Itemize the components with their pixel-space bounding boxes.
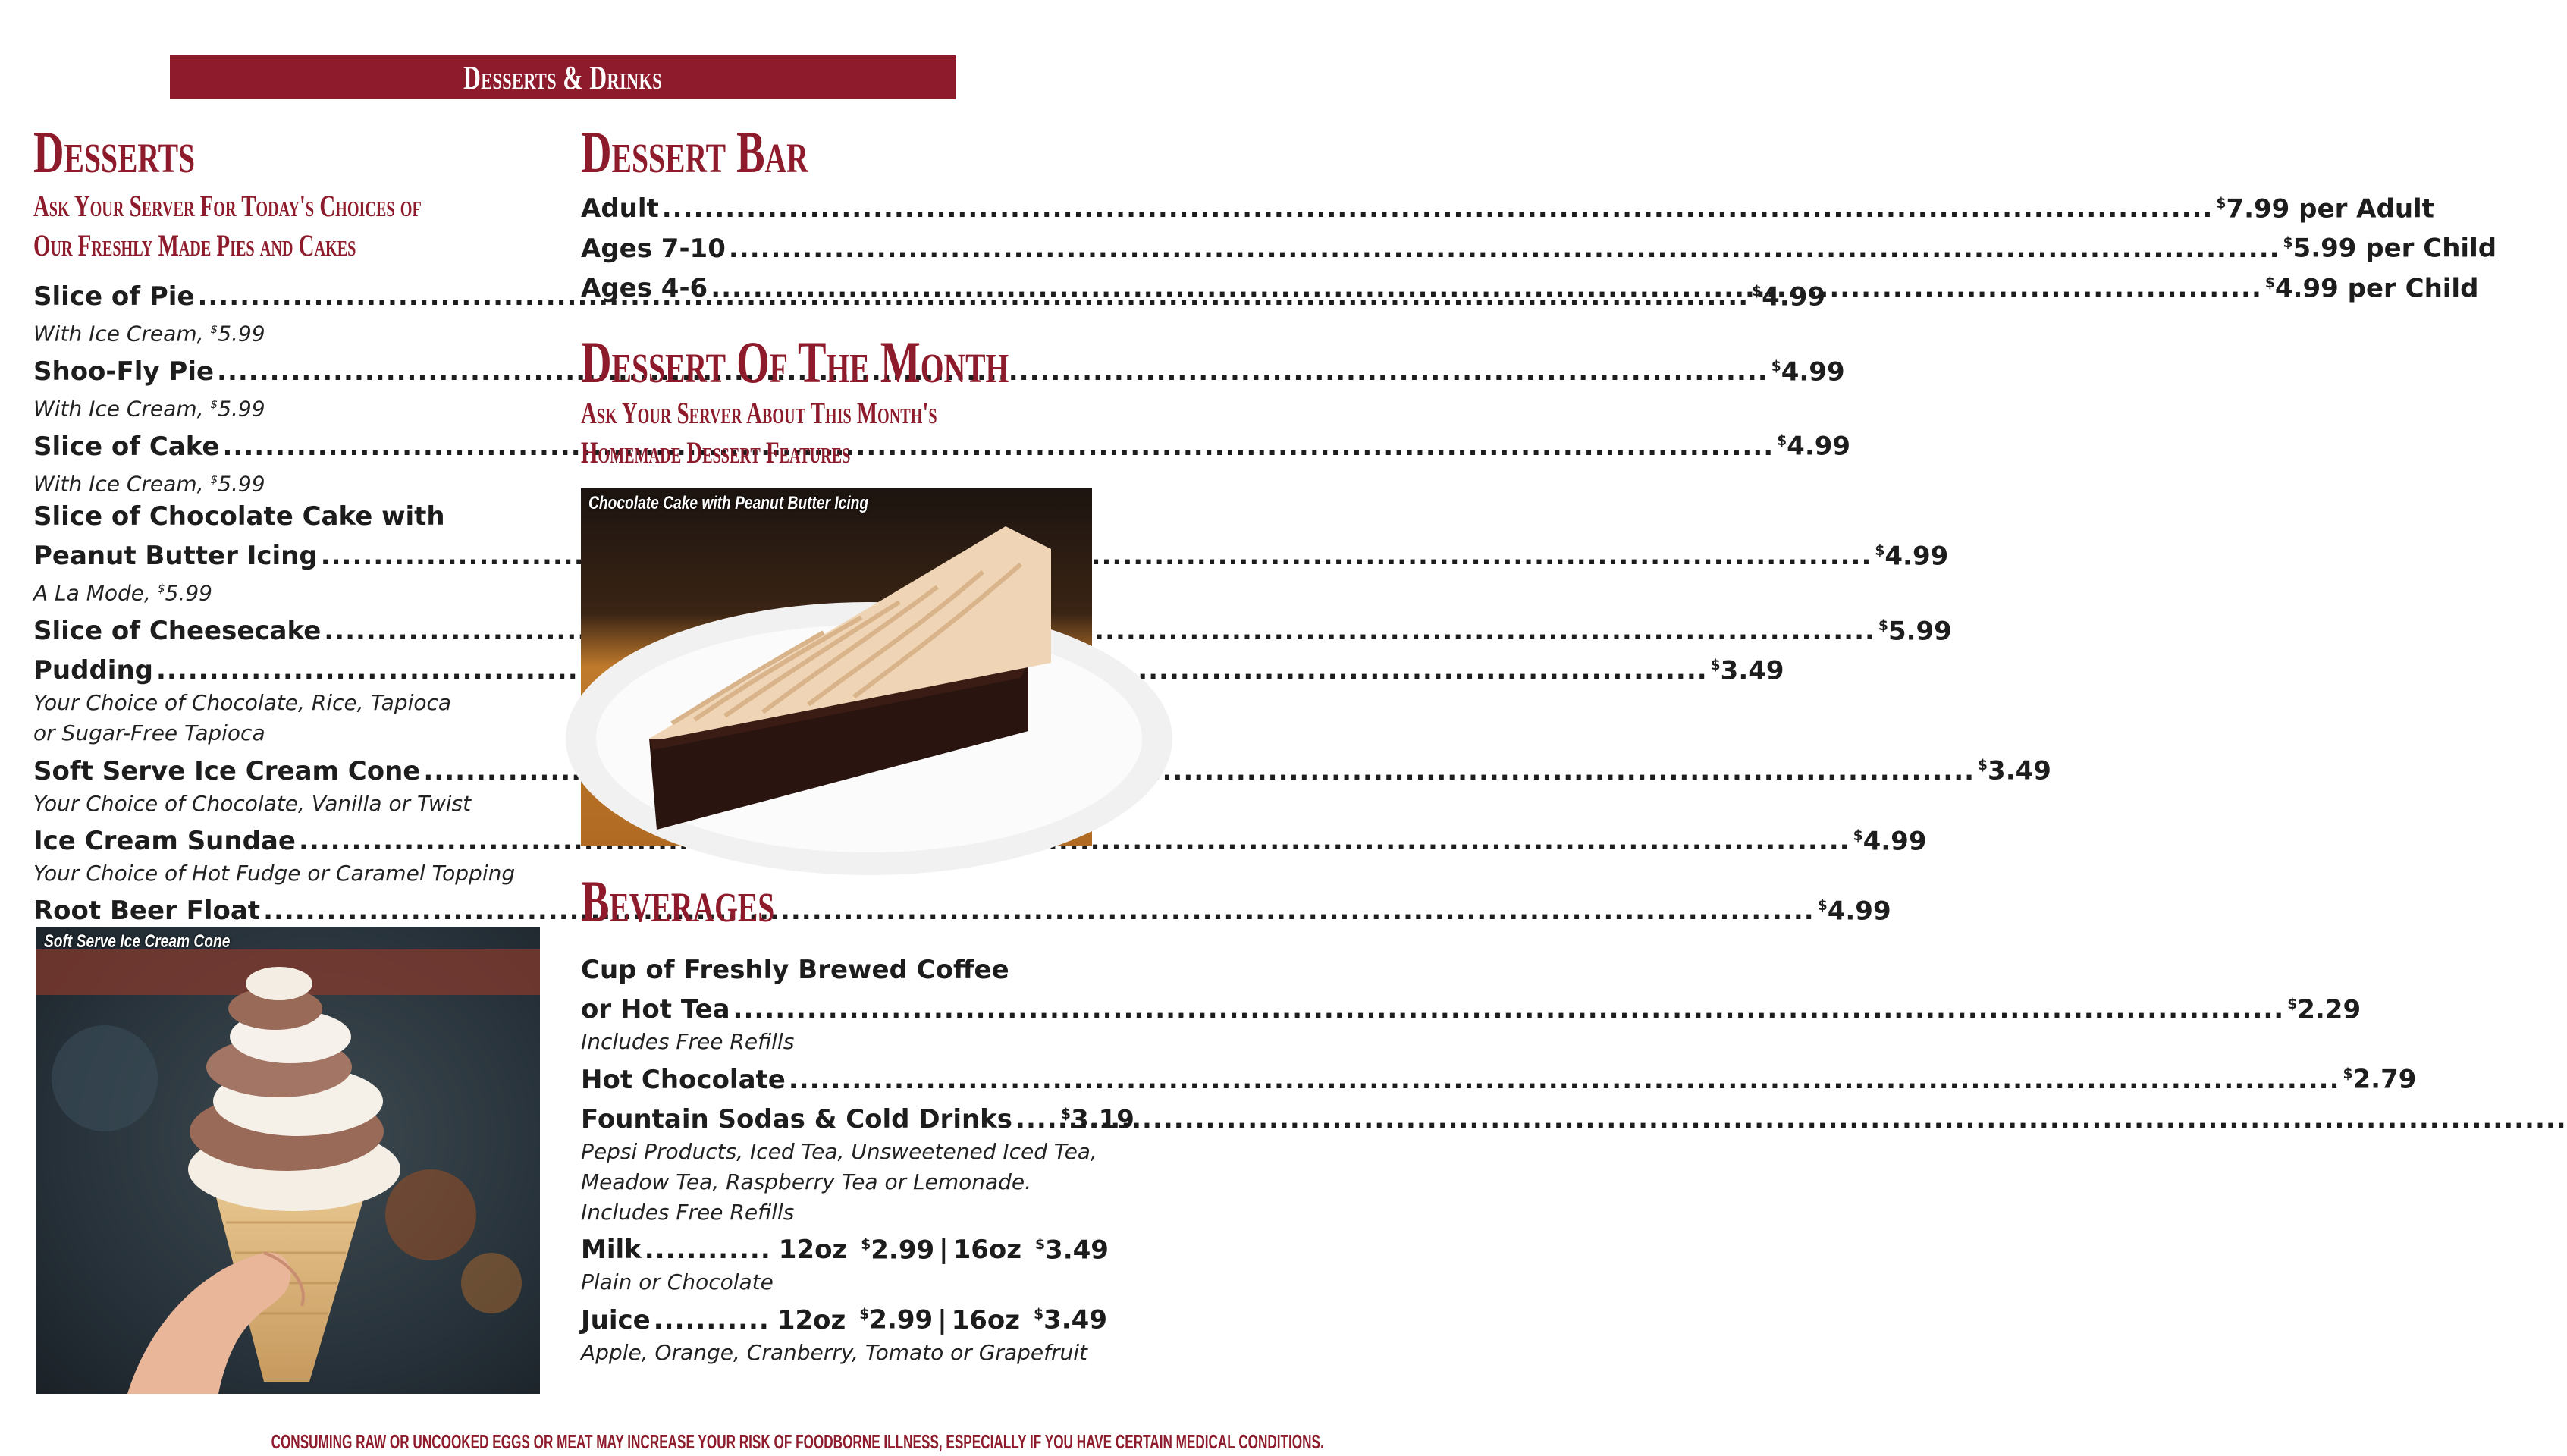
item-note: With Ice Cream, $5.99 xyxy=(33,321,265,347)
item-name: Root Beer Float xyxy=(33,896,261,927)
menu-item xyxy=(581,1097,1134,1137)
coffee-line-1: Cup of Freshly Brewed Coffee xyxy=(581,955,1009,985)
item-note: Includes Free Refills xyxy=(581,1029,795,1055)
item-price: $5.99 xyxy=(1878,615,1952,646)
photo-caption: Soft Serve Ice Cream Cone xyxy=(44,931,231,952)
dessert-month-subtitle-2: Homemade Dessert Features xyxy=(581,435,851,469)
dessert-bar-row xyxy=(581,266,2479,306)
item-note: A La Mode, $5.99 xyxy=(33,580,212,606)
menu-item xyxy=(581,1057,2417,1097)
row-price: $7.99 per Adult xyxy=(2216,193,2434,224)
item-note: Pepsi Products, Iced Tea, Unsweetened Iced Tea, xyxy=(581,1138,1097,1164)
item-price: $4.99 xyxy=(1752,281,1826,312)
row-name: Adult xyxy=(581,193,659,224)
chocolate-cake-image xyxy=(581,488,1092,846)
desserts-title: Desserts xyxy=(33,119,196,185)
dessert-bar-row xyxy=(581,187,2434,226)
item-price: $4.99 xyxy=(1777,431,1851,462)
item-note: Plain or Chocolate xyxy=(581,1269,774,1295)
dessert-bar-section xyxy=(581,119,2497,472)
item-name: or Hot Tea xyxy=(581,994,730,1025)
dessert-month-subtitle-1: Ask Your Server About This Month's xyxy=(581,395,937,430)
item-price: $4.99 xyxy=(1817,896,1891,927)
menu-item xyxy=(581,987,2361,1027)
desserts-subtitle-2: Our Freshly Made Pies and Cakes xyxy=(33,228,356,262)
size-2: 16oz xyxy=(952,1235,1022,1266)
item-name: Peanut Butter Icing xyxy=(33,541,318,572)
item-name: Slice of Pie xyxy=(33,281,195,312)
price-1: $2.99 xyxy=(861,1235,935,1266)
item-price: $4.99 xyxy=(1853,825,1927,856)
menu-item xyxy=(33,534,1949,573)
dessert-month-title: Dessert Of The Month xyxy=(581,328,1009,395)
menu-item xyxy=(33,648,1784,688)
menu-item xyxy=(33,819,1927,858)
banner-title: Desserts & Drinks xyxy=(463,58,663,96)
ice-cream-cone-image xyxy=(36,927,540,1394)
item-note: or Sugar-Free Tapioca xyxy=(33,720,265,746)
menu-item xyxy=(33,748,2051,788)
item-name: Soft Serve Ice Cream Cone xyxy=(33,755,421,786)
item-note: Meadow Tea, Raspberry Tea or Lemonade. xyxy=(581,1169,1032,1194)
desserts-subtitle-1: Ask Your Server For Today's Choices of xyxy=(33,189,422,223)
price-2: $3.49 xyxy=(1034,1304,1107,1335)
item-note: Includes Free Refills xyxy=(581,1199,795,1225)
chocolate-cake-photo xyxy=(581,488,1092,846)
item-price: $3.19 xyxy=(1061,1103,1134,1134)
item-price: $4.99 xyxy=(1771,356,1845,387)
item-name: Hot Chocolate xyxy=(581,1064,786,1095)
item-note: With Ice Cream, $5.99 xyxy=(33,396,265,422)
page-banner xyxy=(170,55,956,99)
item-name: Slice of Cake xyxy=(33,431,220,462)
item-name: Milk xyxy=(581,1235,642,1266)
item-note: Your Choice of Chocolate, Rice, Tapioca xyxy=(33,690,452,716)
row-name: Ages 4-6 xyxy=(581,272,708,303)
item-name: Juice xyxy=(581,1304,651,1335)
item-price: $2.29 xyxy=(2287,994,2361,1025)
food-safety-warning: CONSUMING RAW OR UNCOOKED EGGS OR MEAT MAY INCREASE YOUR RISK OF FOODBORNE ILLNESS, ESPECIALLY IF YOU HAVE CERTAIN MEDICAL CONDITIONS. xyxy=(271,1430,1324,1453)
size-1: 12oz xyxy=(777,1304,846,1335)
item-name-line-1: Slice of Chocolate Cake with xyxy=(33,500,445,532)
dessert-bar-row xyxy=(581,226,2497,265)
row-price: $5.99 per Child xyxy=(2283,233,2497,264)
beverages-title: Beverages xyxy=(581,868,775,934)
item-note: With Ice Cream, $5.99 xyxy=(33,470,265,496)
dessert-bar-title: Dessert Bar xyxy=(581,119,808,185)
price-2: $3.49 xyxy=(1035,1235,1109,1266)
item-price: $2.79 xyxy=(2343,1064,2417,1095)
row-name: Ages 7-10 xyxy=(581,233,726,264)
item-name: Ice Cream Sundae xyxy=(33,825,296,856)
item-note: Your Choice of Hot Fudge or Caramel Topping xyxy=(33,860,516,886)
item-note: Apple, Orange, Cranberry, Tomato or Grapefruit xyxy=(581,1339,1087,1365)
item-price: $4.99 xyxy=(1875,541,1949,572)
item-price: $3.49 xyxy=(1978,755,2051,786)
item-name: Slice of Cheesecake xyxy=(33,615,322,646)
item-name: Pudding xyxy=(33,655,153,686)
item-price: $3.49 xyxy=(1710,655,1784,686)
ice-cream-cone-photo xyxy=(36,927,540,1394)
size-2: 16oz xyxy=(951,1304,1021,1335)
price-1: $2.99 xyxy=(859,1304,934,1335)
item-note: Your Choice of Chocolate, Vanilla or Twist xyxy=(33,790,472,816)
photo-caption: Chocolate Cake with Peanut Butter Icing xyxy=(588,493,869,513)
size-1: 12oz xyxy=(778,1235,848,1266)
row-price: $4.99 per Child xyxy=(2264,272,2479,303)
milk-row: Milk ............ 12oz $2.99 | 16oz $3.49 xyxy=(581,1228,1093,1267)
juice-row: Juice ........... 12oz $2.99 | 16oz $3.49 xyxy=(581,1298,1093,1337)
item-name: Shoo-Fly Pie xyxy=(33,356,215,387)
menu-item xyxy=(33,609,1952,648)
item-name: Fountain Sodas & Cold Drinks xyxy=(581,1103,1013,1134)
